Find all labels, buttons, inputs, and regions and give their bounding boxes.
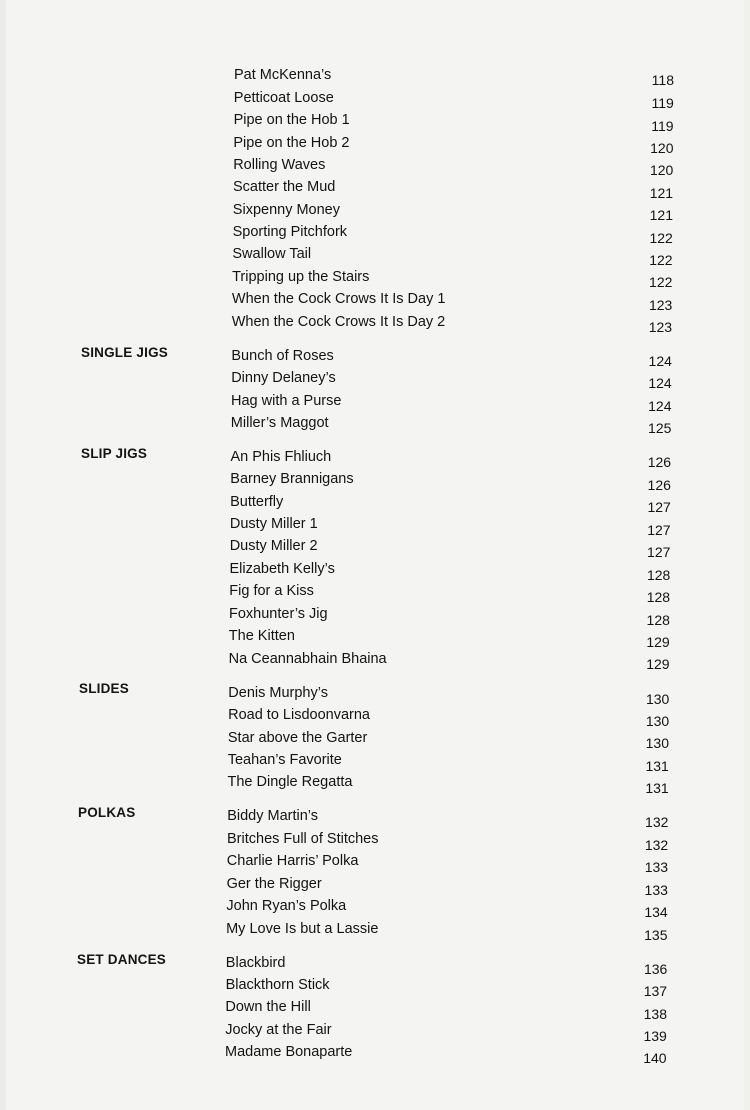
section-heading: SLIP JIGS — [81, 446, 148, 461]
tune-title: Sporting Pitchfork — [232, 224, 348, 240]
tune-title: Scatter the Mud — [233, 179, 336, 195]
tune-title: Blackthorn Stick — [225, 977, 330, 993]
page-number: 133 — [644, 882, 668, 898]
section-heading: POLKAS — [78, 805, 136, 820]
page-number: 127 — [647, 522, 671, 538]
tune-title: Elizabeth Kelly’s — [229, 561, 335, 577]
page-number: 137 — [643, 983, 668, 999]
page-number: 135 — [644, 927, 668, 943]
page-number: 128 — [646, 567, 671, 583]
page-number: 140 — [643, 1050, 667, 1066]
tune-title: The Dingle Regatta — [227, 774, 353, 790]
tune-title: When the Cock Crows It Is Day 1 — [231, 291, 446, 307]
page-number: 124 — [648, 398, 672, 414]
page-number: 122 — [649, 252, 673, 268]
section-heading: SLIDES — [79, 681, 129, 696]
page-number: 136 — [643, 961, 668, 977]
page-number: 128 — [646, 589, 671, 605]
page-number: 119 — [651, 118, 674, 134]
page-number: 122 — [649, 230, 673, 246]
page-number: 127 — [647, 544, 671, 560]
page-number: 124 — [648, 353, 672, 369]
page-number: 126 — [647, 477, 671, 493]
section-heading: SET DANCES — [77, 952, 167, 967]
tune-title: When the Cock Crows It Is Day 2 — [231, 314, 446, 330]
page-number: 127 — [647, 499, 671, 515]
page-number: 123 — [648, 297, 673, 313]
tune-title: Teahan’s Favorite — [227, 752, 342, 768]
page-number: 120 — [650, 140, 674, 156]
page-number: 129 — [646, 656, 670, 672]
tune-title: Sixpenny Money — [232, 202, 340, 218]
tune-title: Star above the Garter — [227, 730, 368, 746]
page-number: 130 — [645, 735, 669, 751]
page-number: 125 — [648, 420, 672, 436]
tune-title: Dinny Delaney’s — [231, 370, 336, 386]
page-number: 138 — [643, 1006, 667, 1022]
page-number: 128 — [646, 612, 670, 628]
tune-title: The Kitten — [228, 628, 295, 644]
tune-title: Denis Murphy’s — [228, 685, 328, 701]
page-number: 131 — [645, 780, 669, 796]
tune-title: Pat McKenna’s — [234, 67, 332, 83]
page-number: 124 — [648, 375, 672, 391]
page-number: 119 — [651, 95, 674, 111]
tune-title: Biddy Martin’s — [227, 808, 318, 824]
page-number: 123 — [648, 319, 673, 335]
tune-title: Ger the Rigger — [226, 876, 322, 892]
tune-title: Rolling Waves — [233, 157, 326, 173]
tune-title: Na Ceannabhain Bhaina — [228, 651, 387, 667]
tune-title: Blackbird — [225, 955, 286, 971]
tune-title: Barney Brannigans — [230, 471, 354, 487]
page-number: 130 — [645, 713, 670, 729]
page-number: 118 — [651, 72, 674, 88]
tune-title: Madame Bonaparte — [225, 1044, 353, 1060]
page-number: 130 — [645, 691, 670, 707]
tune-title: Charlie Harris’ Polka — [226, 853, 359, 869]
tune-title: Road to Lisdoonvarna — [228, 707, 370, 723]
tune-title: Fig for a Kiss — [229, 583, 314, 599]
page-number: 134 — [644, 904, 668, 920]
tune-title: Pipe on the Hob 1 — [233, 112, 350, 128]
tune-title: Pipe on the Hob 2 — [233, 135, 350, 151]
tune-title: Down the Hill — [225, 999, 311, 1015]
tune-title: Butterfly — [230, 494, 284, 510]
tune-title: Petticoat Loose — [233, 90, 334, 106]
tune-title: John Ryan’s Polka — [226, 898, 347, 914]
tune-title: Dusty Miller 1 — [229, 516, 318, 532]
section-heading: SINGLE JIGS — [81, 345, 168, 360]
page-number: 133 — [644, 859, 669, 875]
page-number: 120 — [649, 162, 674, 178]
page-number: 131 — [645, 758, 669, 774]
page-number: 121 — [649, 207, 673, 223]
tune-title: Tripping up the Stairs — [232, 269, 370, 285]
page-number: 132 — [644, 837, 669, 853]
page-number: 132 — [645, 814, 669, 830]
tune-title: Swallow Tail — [232, 246, 312, 262]
tune-title: Jocky at the Fair — [225, 1022, 332, 1038]
page-number: 121 — [649, 185, 674, 201]
page-number: 139 — [643, 1028, 667, 1044]
tune-title: Miller’s Maggot — [230, 415, 329, 431]
page-number: 129 — [646, 634, 670, 650]
page-number: 122 — [649, 274, 673, 290]
tune-title: My Love Is but a Lassie — [226, 921, 379, 937]
tune-title: Hag with a Purse — [231, 393, 342, 409]
tune-title: Bunch of Roses — [231, 348, 334, 364]
tune-title: An Phis Fhliuch — [230, 449, 332, 465]
page-number: 126 — [647, 454, 672, 470]
tune-title: Britches Full of Stitches — [227, 831, 379, 847]
tune-title: Foxhunter’s Jig — [229, 606, 328, 622]
tune-title: Dusty Miller 2 — [229, 538, 318, 554]
